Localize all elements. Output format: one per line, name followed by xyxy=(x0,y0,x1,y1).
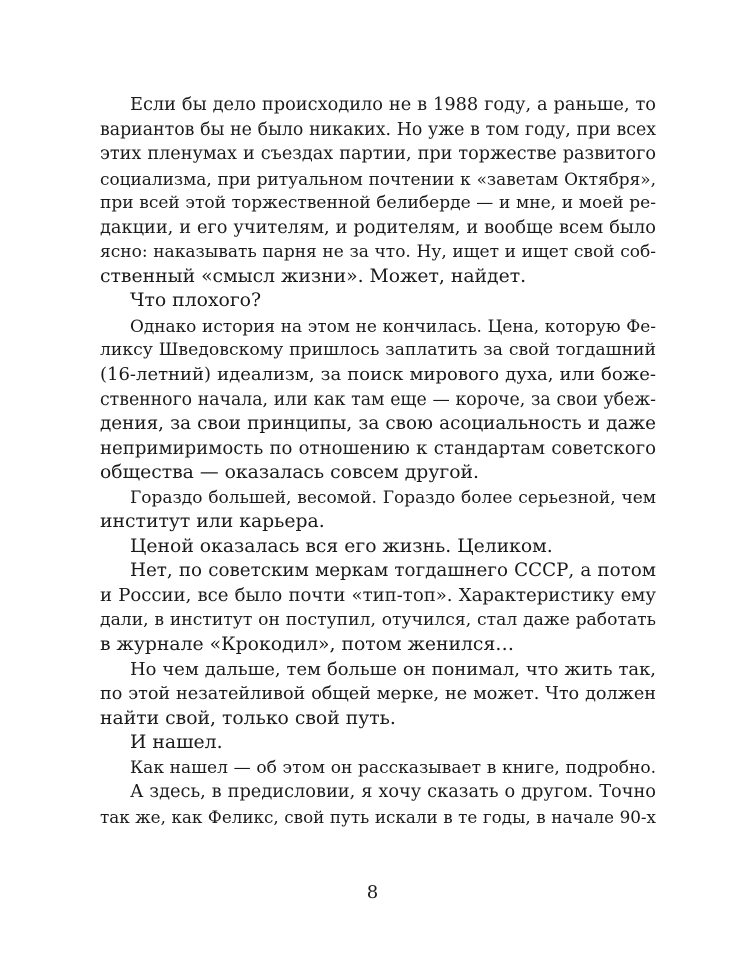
text-line: (16-летний) идеализм, за поиск мирового духа, или боже- xyxy=(100,364,656,386)
text-line: Как нашел — об этом он рассказывает в книге, подробно. xyxy=(130,757,656,778)
text-block xyxy=(100,93,656,829)
text-line: непримиримость по отношению к стандартам советского xyxy=(100,437,656,459)
text-line: Нет, по советским меркам тогдашнего СССР, а потом xyxy=(130,560,656,582)
text-line: и России, все было почти «тип-топ». Характеристику ему xyxy=(100,584,656,606)
text-line: социализма, при ритуальном почтении к «заветам Октября», xyxy=(100,168,656,189)
text-line: этих пленумах и съездах партии, при торжестве развитого xyxy=(100,144,656,165)
text-line: Если бы дело происходило не в 1988 году, а раньше, то xyxy=(130,95,656,115)
text-line: вариантов бы не было никаких. Но уже в том году, при всех xyxy=(100,119,656,140)
text-line: по этой незатейливой общей мерке, не может. Что должен xyxy=(100,684,656,705)
text-line: институт или карьера. xyxy=(100,511,325,533)
text-line: ликсу Шведовскому пришлось заплатить за свой тогдашний xyxy=(100,340,656,361)
text-line: Но чем дальше, тем больше он понимал, что жить так, xyxy=(130,658,656,680)
text-line: Гораздо большей, весомой. Гораздо более серьезной, чем xyxy=(130,487,656,508)
text-line: в журнале «Крокодил», потом женился… xyxy=(100,634,515,656)
page-number: 8 xyxy=(366,882,379,903)
text-line: дали, в институт он поступил, отучился, стал даже работать xyxy=(100,610,656,631)
text-line: И нашел. xyxy=(130,732,223,754)
text-line: общества — оказалась совсем другой. xyxy=(100,462,479,484)
text-line: так же, как Феликс, свой путь искали в те годы, в начале 90-х xyxy=(100,806,656,827)
text-line: дакции, и его учителям, и родителям, и вообще всем было xyxy=(100,217,656,238)
text-line: Ценой оказалась вся его жизнь. Целиком. xyxy=(130,535,553,557)
text-line: Что плохого? xyxy=(130,290,262,312)
text-line: дения, за свои принципы, за свою асоциальность и даже xyxy=(100,413,656,435)
text-line: А здесь, в предисловии, я хочу сказать о другом. Точно xyxy=(130,782,656,803)
text-line: ственного начала, или как там еще — короче, за свои убеж- xyxy=(100,389,656,410)
text-line: ственный «смысл жизни». Может, найдет. xyxy=(100,265,527,287)
text-line: ясно: наказывать парня не за что. Ну, ищет и ищет свой соб- xyxy=(100,242,656,263)
text-line: при всей этой торжественной белиберде — и мне, и моей ре- xyxy=(100,193,656,214)
text-line: найти свой, только свой путь. xyxy=(100,707,396,729)
text-line: Однако история на этом не кончилась. Цена, которую Фе- xyxy=(130,315,656,336)
